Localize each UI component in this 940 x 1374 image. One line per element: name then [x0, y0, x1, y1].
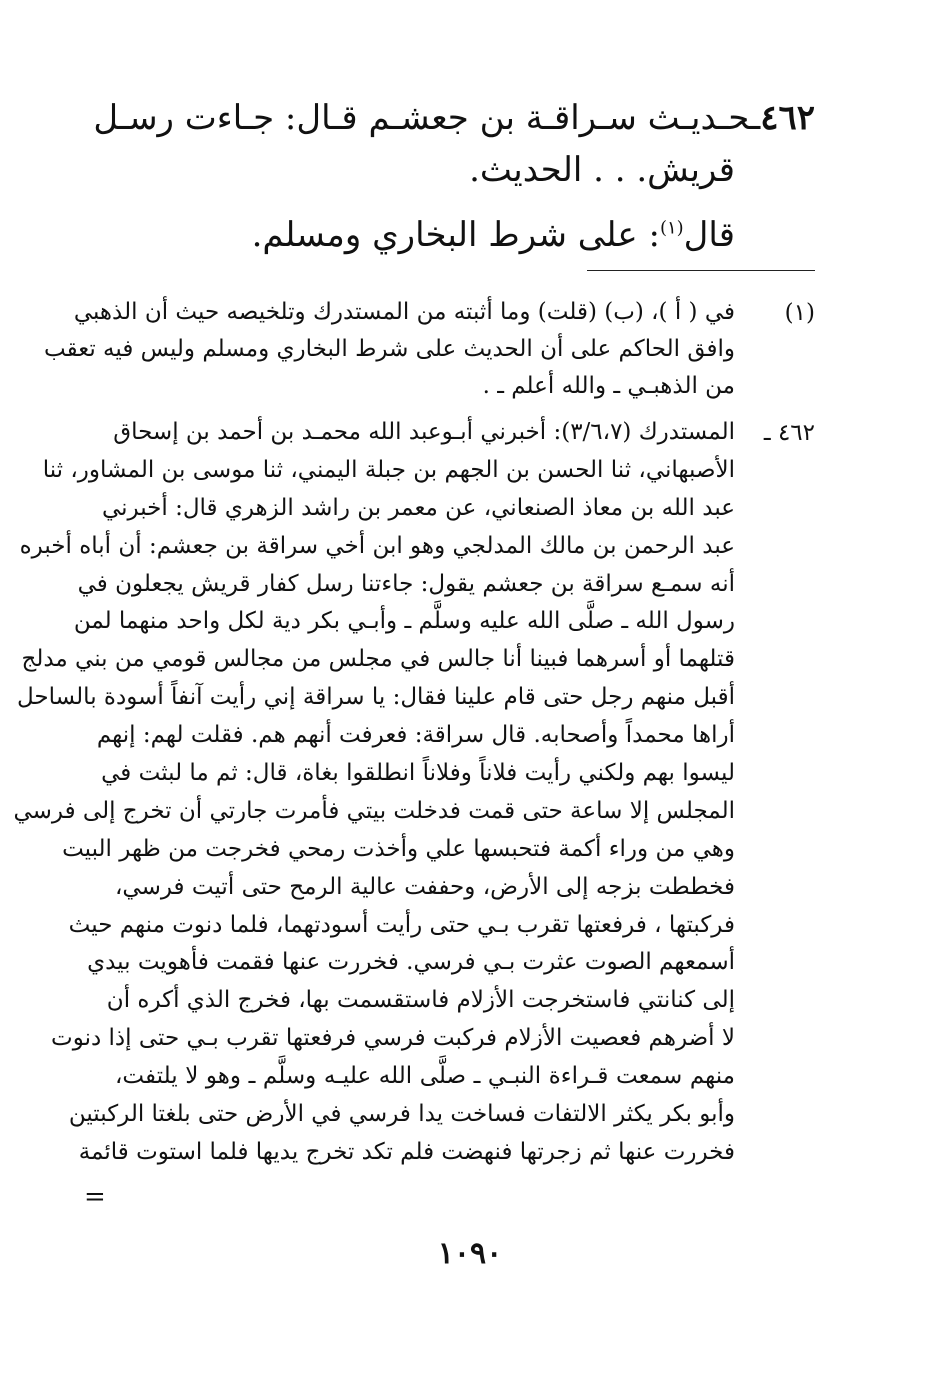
footnote-text	[44, 294, 735, 405]
hadith-dash: ـ	[750, 98, 761, 138]
hadith-grading-comment	[105, 210, 735, 260]
footnote-line: أراها محمداً وأصحابه. قال سراقة: فعرفت أنهم هم. فقلت لهم: إنهم	[96, 722, 735, 749]
footnote-line: من الذهبـي ـ والله أعلم ـ .	[482, 373, 735, 399]
hadith-number: ٤٦٢	[760, 98, 815, 138]
footnote-line: إلى كنانتي فاستخرجت الأزلام فاستقسمت بها، فخرج الذي أكره أن	[106, 987, 735, 1014]
footnote-line: فخططت بزجه إلى الأرض، وحففت عالية الرمح حتى أتيت فرسي،	[115, 873, 735, 900]
footnote-line: أسمعهم الصوت عثرت بـي فرسي. فخررت عنها فقمت فأهويت بيدي	[87, 949, 735, 976]
footnote-line: ليسوا بهم ولكني رأيت فلاناً وفلاناً انطلقوا بغاة، قال: ثم ما لبثت في	[101, 760, 735, 787]
footnote-line: عبد الله بن معاذ الصنعاني، عن معمر بن راشد الزهري قال: أخبرني	[101, 494, 735, 521]
footnote-line: فركبتها ، فرفعتها تقرب بـي حتى رأيت أسودتهما، فلما دنوت منهم حيث	[68, 911, 735, 938]
footnote-line: وأبو بكر يكثر الالتفات فساخت يدا فرسي في الأرض حتى بلغتا الركبتين	[68, 1101, 735, 1128]
footnote-line: أقبل منهم رجل حتى قام علينا فقال: يا سراقة إني رأيت آنفاً أسودة بالساحل	[17, 684, 735, 711]
footnote-line: الأصبهاني، ثنا الحسن بن الجهم بن جبلة اليمني، ثنا موسى بن المشاور، ثنا	[42, 456, 735, 483]
footnote-line: المجلس إلا ساعة حتى قمت فدخلت بيتي فأمرت جارتي أن تخرج إلى فرسي	[13, 797, 735, 824]
hadith-entry	[93, 92, 815, 260]
footnote-number: (١)	[784, 300, 815, 326]
footnote-line: أنه سمـع سراقة بن جعشم يقول: جاءتنا رسل كفار قريش يجعلون في	[77, 570, 735, 597]
footnote-line: وهي من وراء أكمة فتحبسها علي وأخذت رمحي فخرجت من ظهر البيت	[62, 835, 735, 862]
footnote-number: ٤٦٢ ـ	[763, 420, 815, 446]
footnote-text	[13, 414, 735, 1172]
comment-text: : على شرط البخاري ومسلم.	[251, 215, 660, 255]
footnote-reference: (١)	[659, 217, 684, 239]
hadith-text-line-1: حـديـث سـراقـة بن جعشـم قـال: جـاءت رسـل	[93, 98, 751, 138]
hadith-text-line-2: قريش. . . الحديث.	[469, 150, 735, 190]
footnote-line: المستدرك (٣/٦،٧): أخبرني أبـوعبد الله محمـد بن أحمد بن إسحاق	[113, 419, 735, 445]
footnote-line: في ( أ )، (ب) (قلت) وما أثبته من المستدرك وتلخيصه حيث أن الذهبي	[73, 299, 735, 325]
page-number: ١٠٩٠	[437, 1236, 503, 1271]
footnote-line: فخررت عنها ثم زجرتها فنهضت فلم تكد تخرج يديها فلما استوت قائمة	[78, 1138, 735, 1165]
footnote-line: منهم سمعت قـراءة النبـي ـ صلَّى الله عليـه وسلَّم ـ وهو لا يلتفت،	[115, 1063, 735, 1090]
footnote-line: قتلهما أو أسرهما فبينا أنا جالس في مجلس من مجالس قومي من بني مدلج	[21, 646, 735, 673]
comment-prefix: قال	[683, 215, 735, 255]
footnote-line: عبد الرحمن بن مالك المدلجي وهو ابن أخي سراقة بن جعشم: أن أباه أخبره	[19, 532, 735, 559]
continuation-mark: =	[84, 1182, 106, 1212]
footnote-line: لا أضرهم فعصيت الأزلام فركبت فرسي فرفعتها تقرب بـي حتى إذا دنوت	[51, 1025, 735, 1052]
footnote-line: وافق الحاكم على أن الحديث على شرط البخاري ومسلم وليس فيه تعقب	[44, 336, 735, 362]
footnote-separator	[587, 270, 815, 271]
hadith-heading-line	[93, 92, 815, 144]
footnote-line: رسول الله ـ صلَّى الله عليه وسلَّم ـ وأبـي بكر دية لكل واحد منهما لمن	[73, 608, 735, 635]
